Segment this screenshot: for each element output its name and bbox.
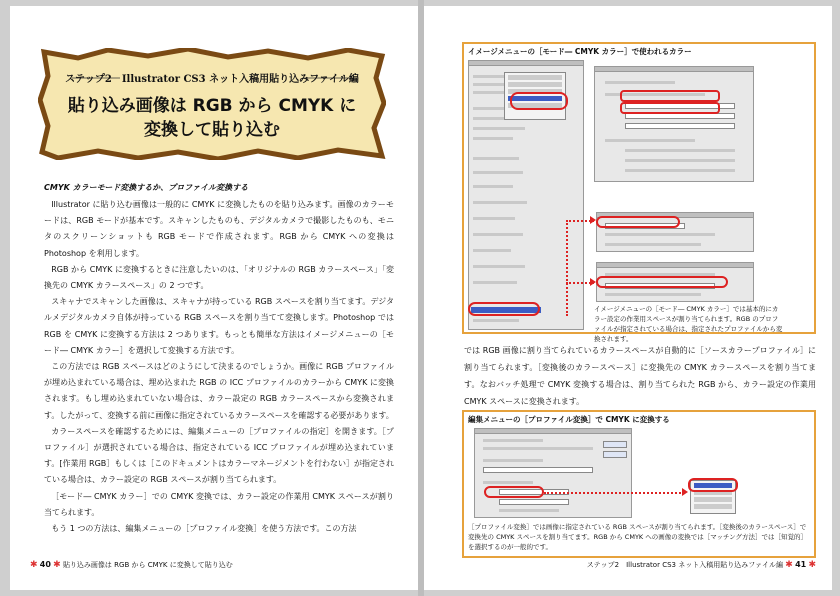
arrow-icon [682, 488, 688, 496]
arrow-icon [590, 216, 596, 224]
footer-title: 貼り込み画像は RGB から CMYK に変換して貼り込む [62, 561, 233, 569]
figure-2-note: ［プロファイル変換］では画像に指定されている RGB スペースが割り当てられます。［変換後のカラースペース］で変換先の CMYK スペースを割り当てます。RGB から CMYK への画像の変換では［マッチング方法］では［知覚的］を選択するのが一般的です。 [468, 523, 808, 551]
paragraph: この方法では RGB スペースはどのようにして決まるのでしょうか。画像に RGB プロファイルが埋め込まれている場合は、埋め込まれた RGB の ICC プロファイルのカラーから CMYK に変換されます。もし埋め込まれていない場合は、カラー設定の RGB カラースペースから変換されます。したがって、変換する前に画像に指定されているカラースペースを確認する必要があります。 [44, 362, 394, 420]
star-icon: ✱ [808, 560, 816, 570]
figure-1-note: イメージメニューの［モード― CMYK カラー］では基本的にカラー設定の作業用スペースが割り当てられます。RGB のプロファイルが指定されている場合は、指定されたプロファイルから変換されます。 [594, 305, 783, 343]
cmyk-mode-highlight [510, 92, 568, 110]
banner-subtitle: ステップ2 Illustrator CS3 ネット入稿用貼り込みファイル編 [65, 74, 359, 85]
left-page [10, 6, 418, 590]
star-icon: ✱ [53, 560, 61, 570]
intent-highlight [484, 486, 544, 498]
arrow-icon [590, 278, 596, 286]
page-title [38, 94, 386, 142]
figure-1-caption: イメージメニューの［モード― CMYK カラー］で使われるカラー [468, 47, 692, 56]
footer-title: ステップ2 Illustrator CS3 ネット入稿用貼り込みファイル編 [586, 561, 784, 569]
star-icon: ✱ [785, 560, 793, 570]
star-icon: ✱ [30, 560, 38, 570]
paragraph: もう 1 つの方法は、編集メニューの［プロファイル変換］を使う方法です。この方法 [51, 524, 357, 534]
profile-option-highlight-1 [596, 216, 680, 228]
title-line-1: 貼り込み画像は RGB から CMYK に [67, 96, 357, 116]
paragraph: カラースペースを確認するためには、編集メニューの［プロファイルの指定］を開きます。［プロファイル］が選択されている場合は、指定されている ICC プロファイルが埋め込まれています。[作業用 RGB］もしくは［このドキュメントはカラーマネージメントを行わない］が指定されている場合は、カラー設定の RGB スペースが割り当てられます。 [44, 426, 394, 485]
working-rgb-highlight [620, 90, 720, 102]
section-heading: CMYK カラーモード変換するか、プロファイル変換する [44, 183, 249, 192]
connector-dots [566, 220, 568, 316]
perceptual-highlight [688, 478, 738, 492]
title-banner [38, 48, 386, 160]
profile-option-highlight-2 [596, 276, 728, 288]
paragraph: スキャナでスキャンした画像は、スキャナが持っている RGB スペースを割り当てます。デジタルメデジタルカメラ自体が持っている RGB スペースを割り当てて変換します。Photoshop では RGB を CMYK に変換する方法は 2 つあります。もっとも簡単な方法はイメージメニューの［モード― CMYK カラー］を選択して変換する方法です。 [44, 297, 394, 355]
page-number: 41 [795, 560, 807, 569]
right-footer [587, 560, 816, 570]
paragraph: RGB から CMYK に変換するときに注意したいのは、「オリジナルの RGB カラースペース」「変換先の CMYK カラースペース」の 2 つです。 [44, 264, 394, 291]
edit-menu-highlight [468, 302, 540, 316]
left-body-text [44, 197, 394, 537]
working-cmyk-highlight [620, 102, 720, 114]
convert-profile-dialog [474, 428, 632, 518]
paragraph: ［モード― CMYK カラー］での CMYK 変換では、カラー設定の作業用 CMYK スペースが割り当てられます。 [44, 491, 394, 517]
color-settings-dialog [594, 66, 754, 182]
paragraph: Illustrator に貼り込む画像は一般的に CMYK に変換したものを貼り込みます。画像のカラーモードは、RGB モードが基本です。スキャンしたものも、デジタルカメラで撮影したものも、モニタのスクリーンショットも RGB モードで作成されます。RGB から CMYK への変換は Photoshop を利用します。 [44, 200, 394, 258]
menu-bar [469, 61, 583, 66]
right-body-text: では RGB 画像に割り当てられているカラースペースが自動的に［ソースカラープロファイル］に割り当てられます。［変換後のカラースペース］に変換先の CMYK カラースペースを割り当てます。なおバッチ処理で CMYK 変換する場合は、割り当てられた RGB から、カラー設定の作業用 CMYK スペースに変換されます。 [464, 346, 816, 406]
title-line-2: 変換して貼り込む [144, 120, 280, 140]
figure-2-caption: 編集メニューの［プロファイル変換］で CMYK に変換する [468, 415, 670, 424]
page-number: 40 [39, 560, 51, 569]
left-footer [30, 560, 233, 570]
connector-dots [544, 492, 684, 494]
right-page [424, 6, 832, 590]
